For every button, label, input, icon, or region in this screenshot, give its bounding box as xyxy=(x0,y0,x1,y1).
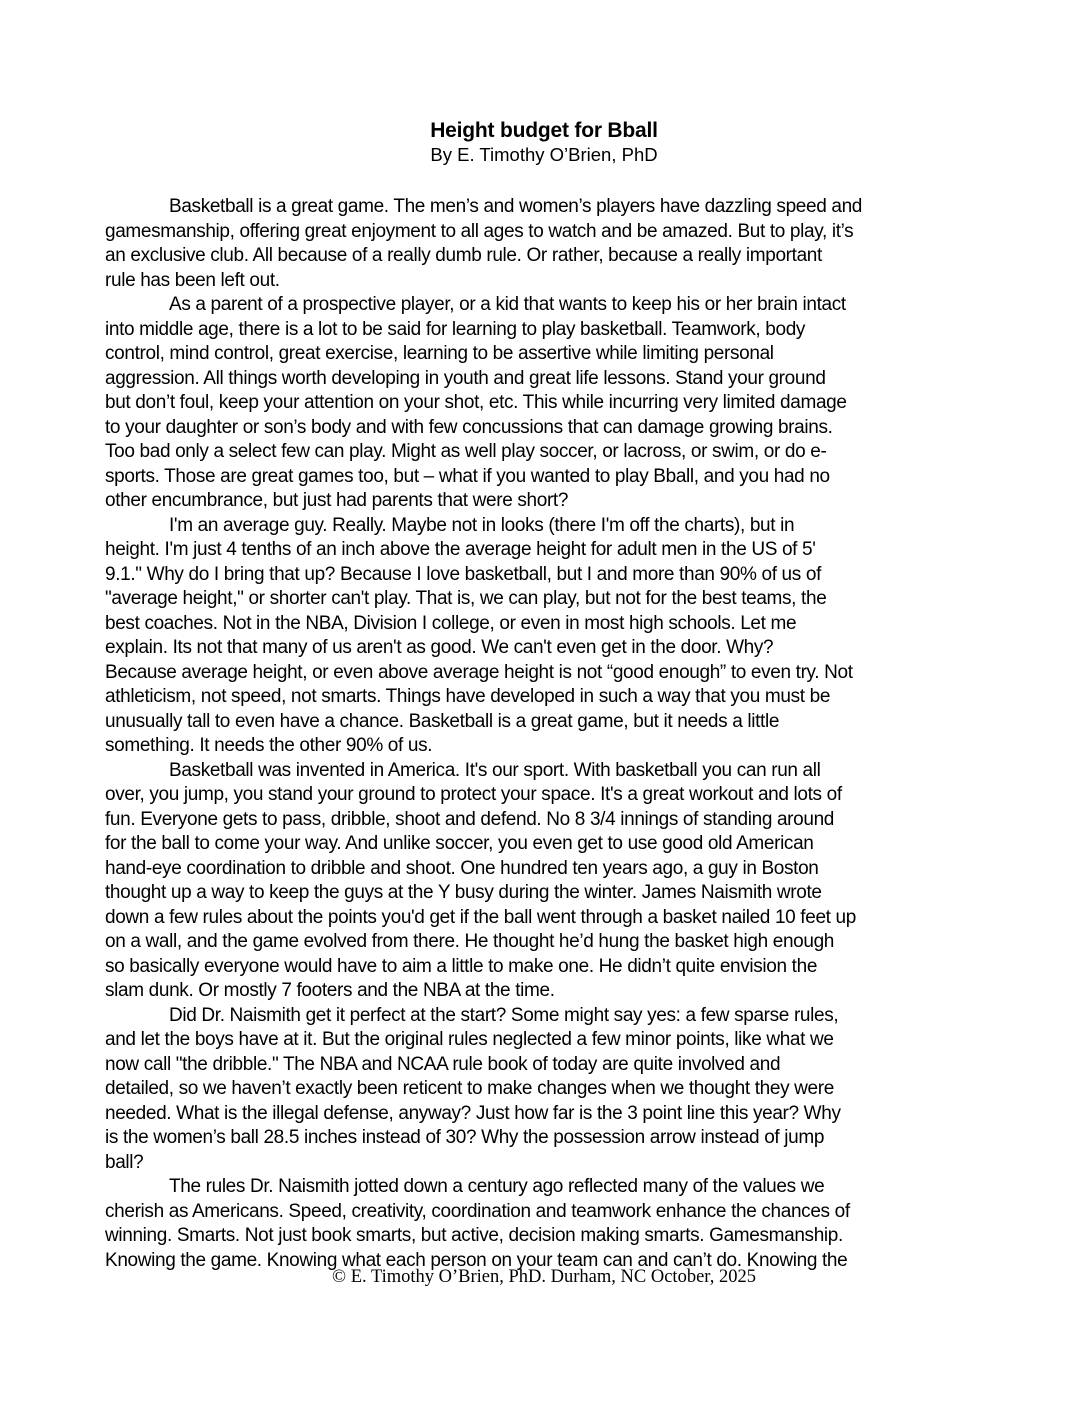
paragraph-line: so basically everyone would have to aim a little to make one. He didn’t quite envision the xyxy=(105,955,818,977)
paragraph-line: athleticism, not speed, not smarts. Things have developed in such a way that you must be xyxy=(105,686,831,707)
paragraph xyxy=(105,759,1005,1004)
paragraph-line: unusually tall to even have a chance. Basketball is a great game, but it needs a little xyxy=(105,710,780,732)
paragraph-line: gamesmanship, offering great enjoyment to all ages to watch and be amazed. But to play, it’s xyxy=(105,220,854,242)
paragraph-line: but don’t foul, keep your attention on your shot, etc. This while incurring very limited damage xyxy=(105,392,847,413)
paragraph-line: other encumbrance, but just had parents that were short? xyxy=(105,490,569,511)
paragraph-line: thought up a way to keep the guys at the Y busy during the winter. James Naismith wrote xyxy=(105,882,822,903)
paragraph-line: detailed, so we haven’t exactly been reticent to make changes when we thought they were xyxy=(105,1078,834,1099)
paragraph-first-line: The rules Dr. Naismith jotted down a century ago reflected many of the values we xyxy=(169,1176,825,1197)
paragraph-line: is the women’s ball 28.5 inches instead of 30? Why the possession arrow instead of jump xyxy=(105,1127,825,1148)
paragraph-line: Too bad only a select few can play. Might as well play soccer, or lacross, or swim, or do e- xyxy=(105,441,827,462)
paragraph-line: "average height," or shorter can't play. That is, we can play, but not for the best teams, the xyxy=(105,588,827,609)
paragraph-line: for the ball to come your way. And unlike soccer, you even get to use good old American xyxy=(105,833,814,854)
paragraph xyxy=(105,1175,1005,1273)
document-body xyxy=(105,195,1005,1273)
paragraph-line: needed. What is the illegal defense, anyway? Just how far is the 3 point line this year? Why xyxy=(105,1102,841,1124)
paragraph xyxy=(105,293,1005,514)
paragraph-line: cherish as Americans. Speed, creativity, coordination and teamwork enhance the chances of xyxy=(105,1200,850,1222)
paragraph-line: hand-eye coordination to dribble and shoot. One hundred ten years ago, a guy in Boston xyxy=(105,857,819,879)
paragraph-line: over, you jump, you stand your ground to protect your space. It's a great workout and lots of xyxy=(105,784,842,805)
paragraph-line: now call "the dribble." The NBA and NCAA rule book of today are quite involved and xyxy=(105,1053,781,1075)
document-title: Height budget for Bball xyxy=(430,119,658,142)
paragraph-line: sports. Those are great games too, but – what if you wanted to play Bball, and you had no xyxy=(105,465,830,487)
paragraph-first-line: Basketball is a great game. The men’s and women’s players have dazzling speed and xyxy=(169,196,863,217)
paragraph-line: winning. Smarts. Not just book smarts, but active, decision making smarts. Gamesmanship. xyxy=(105,1225,843,1246)
paragraph-line: control, mind control, great exercise, learning to be assertive while limiting personal xyxy=(105,343,774,364)
paragraph-line: on a wall, and the game evolved from there. He thought he’d hung the basket high enough xyxy=(105,931,835,952)
paragraph-line: an exclusive club. All because of a really dumb rule. Or rather, because a really important xyxy=(105,245,822,266)
paragraph-line: aggression. All things worth developing in youth and great life lessons. Stand your ground xyxy=(105,367,826,389)
paragraph-line: ball? xyxy=(105,1151,144,1173)
paragraph-line: rule has been left out. xyxy=(105,269,280,291)
paragraph-first-line: As a parent of a prospective player, or a kid that wants to keep his or her brain intact xyxy=(169,294,846,315)
paragraph-line: 9.1." Why do I bring that up? Because I love basketball, but I and more than 90% of us of xyxy=(105,563,821,585)
paragraph-line: fun. Everyone gets to pass, dribble, shoot and defend. No 8 3/4 innings of standing around xyxy=(105,808,835,830)
paragraph-first-line: Did Dr. Naismith get it perfect at the start? Some might say yes: a few sparse rules, xyxy=(169,1004,839,1026)
paragraph-line: Knowing the game. Knowing what each person on your team can and can’t do. Knowing the xyxy=(105,1249,848,1271)
paragraph-line: slam dunk. Or mostly 7 footers and the NBA at the time. xyxy=(105,980,555,1001)
paragraph-line: Because average height, or even above average height is not “good enough” to even try. Not xyxy=(105,661,853,683)
paragraph-first-line: Basketball was invented in America. It's our sport. With basketball you can run all xyxy=(169,759,821,781)
paragraph-line: and let the boys have at it. But the original rules neglected a few minor points, like what we xyxy=(105,1029,834,1050)
paragraph-line: to your daughter or son’s body and with few concussions that can damage growing brains. xyxy=(105,416,833,438)
document-byline: By E. Timothy O’Brien, PhD xyxy=(430,144,658,165)
paragraph-line: height. I'm just 4 tenths of an inch above the average height for adult men in the US of 5' xyxy=(105,539,816,560)
paragraph-line: explain. Its not that many of us aren't as good. We can't even get in the door. Why? xyxy=(105,637,774,658)
paragraph xyxy=(105,514,1005,759)
paragraph-line: down a few rules about the points you'd get if the ball went through a basket nailed 10 feet up xyxy=(105,906,856,928)
paragraph-line: something. It needs the other 90% of us. xyxy=(105,735,433,756)
paragraph-line: into middle age, there is a lot to be said for learning to play basketball. Teamwork, body xyxy=(105,318,806,340)
paragraph-line: best coaches. Not in the NBA, Division I college, or even in most high schools. Let me xyxy=(105,612,797,634)
paragraph xyxy=(105,1004,1005,1176)
paragraph-first-line: I'm an average guy. Really. Maybe not in looks (there I'm off the charts), but in xyxy=(169,514,795,536)
document-footer: © E. Timothy O’Brien, PhD. Durham, NC October, 2025 xyxy=(332,1267,756,1287)
paragraph xyxy=(105,195,1005,293)
